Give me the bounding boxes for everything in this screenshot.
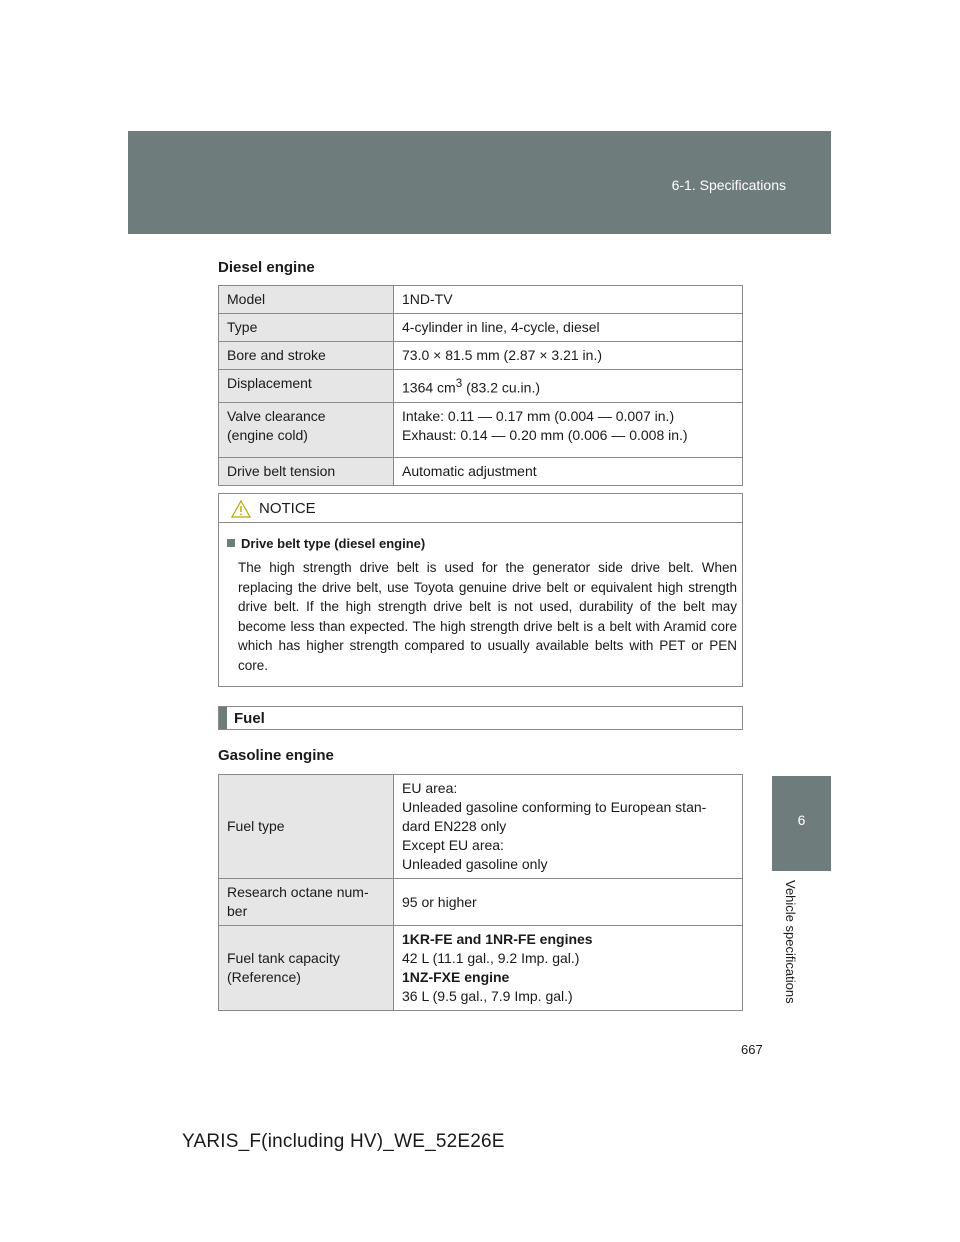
table-row [219,879,743,926]
value-line: EU area: [402,780,458,796]
value-line: dard EN228 only [402,818,507,834]
notice-subheading [227,536,425,551]
chapter-label: Vehicle specifications [783,880,798,1004]
table-value: 1ND-TV [394,286,743,314]
table-label [219,926,394,1011]
value-line: Unleaded gasoline only [402,856,548,872]
section-header-title: 6-1. Specifications [671,177,786,193]
table-label: Fuel type [219,775,394,879]
table-value: 95 or higher [394,879,743,926]
displacement-unit: (83.2 cu.in.) [462,379,541,396]
value-line: 36 L (9.5 gal., 7.9 Imp. gal.) [402,988,573,1004]
gasoline-engine-title: Gasoline engine [218,747,334,764]
table-value [394,775,743,879]
value-line: 1KR-FE and 1NR-FE engines [402,931,593,947]
fuel-section-title: Fuel [234,710,265,727]
value-line: Exhaust: 0.14 — 0.20 mm (0.006 — 0.008 in.) [402,426,688,443]
table-row [219,342,743,370]
table-row [219,775,743,879]
square-bullet-icon [227,539,235,547]
table-row [219,286,743,314]
label-line: (Reference) [227,969,301,985]
table-label: Model [219,286,394,314]
table-value [394,370,743,403]
diesel-spec-table [218,285,743,486]
label-line: (engine cold) [227,426,308,443]
chapter-number: 6 [797,812,806,828]
table-value: 4-cylinder in line, 4-cycle, diesel [394,314,743,342]
table-row [219,402,743,457]
chapter-tab [772,776,831,871]
label-line: Fuel tank capacity [227,950,340,966]
value-line: 1NZ-FXE engine [402,969,510,985]
value-line: Unleaded gasoline conforming to European stan- [402,799,707,815]
footer-doc-id: YARIS_F(including HV)_WE_52E26E [182,1131,505,1152]
notice-subheading-text: Drive belt type (diesel engine) [241,536,426,551]
table-value [394,926,743,1011]
notice-heading: NOTICE [259,500,316,517]
gasoline-spec-table [218,774,743,1011]
label-line: ber [227,903,248,919]
value-line: Intake: 0.11 — 0.17 mm (0.004 — 0.007 in.) [402,407,675,424]
superscript: 3 [455,377,463,390]
fuel-section-bar [218,706,743,730]
table-value: 73.0 × 81.5 mm (2.87 × 3.21 in.) [394,342,743,370]
table-label [219,402,394,457]
table-label: Drive belt tension [219,457,394,485]
table-label: Bore and stroke [219,342,394,370]
value-line: Except EU area: [402,837,504,853]
table-row [219,370,743,403]
warning-triangle-icon [231,500,251,523]
label-line: Valve clearance [227,407,326,424]
table-value: Automatic adjustment [394,457,743,485]
notice-header [219,494,742,523]
table-label [219,879,394,926]
page-number: 667 [741,1042,763,1057]
notice-body: The high strength drive belt is used for the generator side drive belt. When replacing the drive belt, use Toyota genuine drive belt or equivalent high strength drive belt. If the high strength drive belt is not used, durability of the belt may become less than expected. The high strength drive belt is a belt with Aramid core which has higher strength compared to usually available belts with PET or PEN core. [238,560,737,673]
diesel-engine-title: Diesel engine [218,259,315,276]
displacement-value: 1364 cm [402,379,456,396]
table-row [219,457,743,485]
value-line: 42 L (11.1 gal., 9.2 Imp. gal.) [402,950,580,966]
table-label: Type [219,314,394,342]
table-value [394,402,743,457]
table-row [219,926,743,1011]
section-marker [219,707,227,729]
header-band [128,131,831,234]
table-label: Displacement [219,370,394,403]
table-row [219,314,743,342]
notice-box [218,493,743,687]
label-line: Research octane num- [227,884,369,900]
